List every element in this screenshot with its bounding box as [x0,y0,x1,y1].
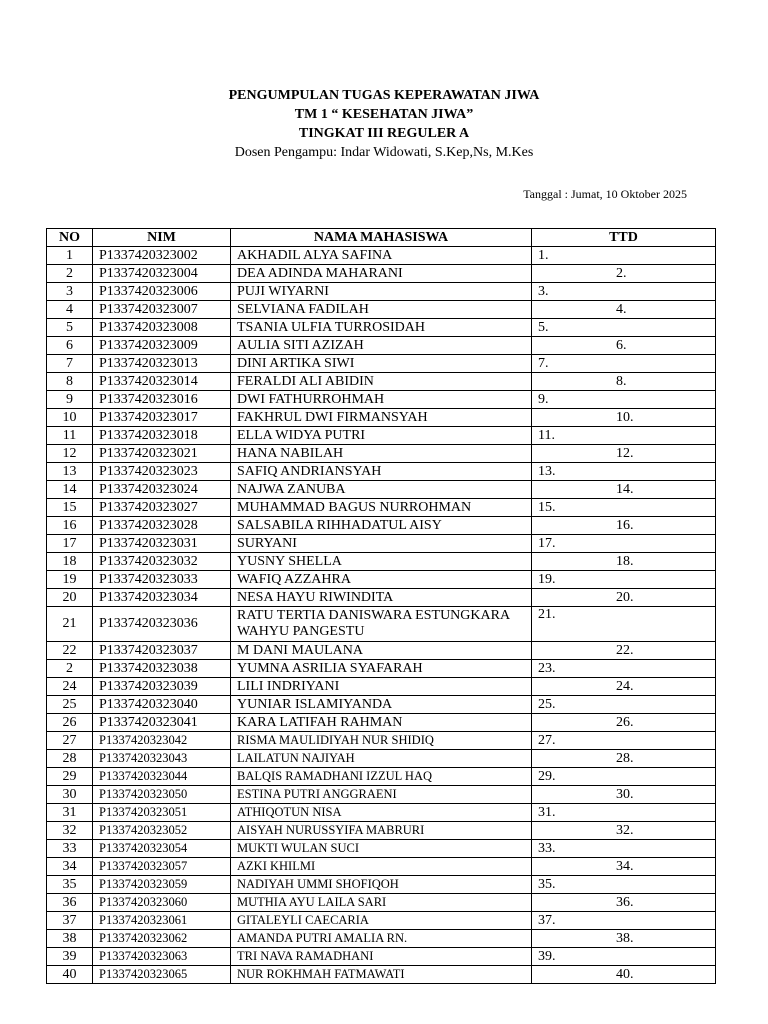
row-number: 30 [47,786,93,804]
row-student-name: YUSNY SHELLA [231,553,532,571]
row-number: 16 [47,517,93,535]
row-student-name: NADIYAH UMMI SHOFIQOH [231,876,532,894]
row-signature-cell[interactable]: 32. [532,822,716,840]
table-row [47,714,716,732]
row-number: 17 [47,535,93,553]
table-row [47,786,716,804]
row-number: 27 [47,732,93,750]
row-number: 35 [47,876,93,894]
row-signature-cell[interactable]: 37. [532,912,716,930]
table-row [47,696,716,714]
row-student-name: SELVIANA FADILAH [231,301,532,319]
row-number: 15 [47,499,93,517]
row-signature-cell[interactable]: 22. [532,642,716,660]
row-nim: P1337420323041 [93,714,231,732]
row-number: 39 [47,948,93,966]
row-student-name: RISMA MAULIDIYAH NUR SHIDIQ [231,732,532,750]
row-student-name: DWI FATHURROHMAH [231,391,532,409]
row-signature-cell[interactable]: 14. [532,481,716,499]
table-row [47,840,716,858]
row-number: 10 [47,409,93,427]
row-number: 1 [47,247,93,265]
row-number: 14 [47,481,93,499]
row-signature-cell[interactable]: 20. [532,589,716,607]
row-student-name: MUKTI WULAN SUCI [231,840,532,858]
row-student-name: AKHADIL ALYA SAFINA [231,247,532,265]
table-row [47,391,716,409]
row-nim: P1337420323034 [93,589,231,607]
row-student-name: GITALEYLI CAECARIA [231,912,532,930]
row-nim: P1337420323018 [93,427,231,445]
row-nim: P1337420323042 [93,732,231,750]
table-row [47,804,716,822]
row-number: 2 [47,660,93,678]
table-row [47,678,716,696]
row-nim: P1337420323023 [93,463,231,481]
row-number: 26 [47,714,93,732]
row-signature-cell[interactable]: 6. [532,337,716,355]
document-subtitle: TM 1 “ KESEHATAN JIWA” [294,107,474,122]
row-signature-cell[interactable]: 26. [532,714,716,732]
column-header-name: NAMA MAHASISWA [231,229,532,247]
row-number: 3 [47,283,93,301]
row-student-name: HANA NABILAH [231,445,532,463]
row-signature-cell[interactable]: 39. [532,948,716,966]
row-nim: P1337420323044 [93,768,231,786]
table-row [47,660,716,678]
row-number: 25 [47,696,93,714]
row-student-name: ATHIQOTUN NISA [231,804,532,822]
row-nim: P1337420323039 [93,678,231,696]
table-row [47,607,716,642]
row-number: 7 [47,355,93,373]
row-student-name: TRI NAVA RAMADHANI [231,948,532,966]
row-number: 40 [47,966,93,984]
row-nim: P1337420323036 [93,607,231,642]
row-student-name: KARA LATIFAH RAHMAN [231,714,532,732]
row-number: 36 [47,894,93,912]
row-number: 4 [47,301,93,319]
row-number: 20 [47,589,93,607]
date-line: Tanggal : Jumat, 10 Oktober 2025 [523,187,687,201]
row-student-name: MUTHIA AYU LAILA SARI [231,894,532,912]
row-nim: P1337420323031 [93,535,231,553]
row-number: 9 [47,391,93,409]
table-row [47,445,716,463]
row-nim: P1337420323028 [93,517,231,535]
row-number: 28 [47,750,93,768]
row-number: 19 [47,571,93,589]
table-row [47,876,716,894]
table-row [47,301,716,319]
row-student-name: NESA HAYU RIWINDITA [231,589,532,607]
row-signature-cell[interactable]: 34. [532,858,716,876]
row-signature-cell[interactable]: 35. [532,876,716,894]
table-header-row [47,229,716,247]
table-row [47,768,716,786]
row-nim: P1337420323061 [93,912,231,930]
row-signature-cell[interactable]: 25. [532,696,716,714]
row-signature-cell[interactable]: 29. [532,768,716,786]
row-student-name: AZKI KHILMI [231,858,532,876]
row-signature-cell[interactable]: 21. [532,607,716,642]
row-nim: P1337420323021 [93,445,231,463]
row-student-name: YUMNA ASRILIA SYAFARAH [231,660,532,678]
table-body [47,247,716,984]
row-number: 38 [47,930,93,948]
row-nim: P1337420323052 [93,822,231,840]
row-student-name: FERALDI ALI ABIDIN [231,373,532,391]
row-nim: P1337420323027 [93,499,231,517]
row-nim: P1337420323017 [93,409,231,427]
table-row [47,948,716,966]
row-number: 34 [47,858,93,876]
row-student-name: LILI INDRIYANI [231,678,532,696]
row-student-name: AULIA SITI AZIZAH [231,337,532,355]
row-nim: P1337420323060 [93,894,231,912]
table-row [47,265,716,283]
table-row [47,750,716,768]
class-level: TINGKAT III REGULER A [298,126,470,141]
table-row [47,966,716,984]
row-signature-cell[interactable]: 9. [532,391,716,409]
row-signature-cell[interactable]: 18. [532,553,716,571]
row-signature-cell[interactable]: 3. [532,283,716,301]
row-student-name: BALQIS RAMADHANI IZZUL HAQ [231,768,532,786]
attendance-table [46,228,716,984]
row-signature-cell[interactable]: 36. [532,894,716,912]
row-nim: P1337420323016 [93,391,231,409]
document-header [0,86,768,162]
row-signature-cell[interactable]: 4. [532,301,716,319]
table-row [47,481,716,499]
row-student-name: NAJWA ZANUBA [231,481,532,499]
row-student-name: MUHAMMAD BAGUS NURROHMAN [231,499,532,517]
row-signature-cell[interactable]: 30. [532,786,716,804]
table-row [47,642,716,660]
row-signature-cell[interactable]: 28. [532,750,716,768]
row-signature-cell[interactable]: 17. [532,535,716,553]
table-row [47,247,716,265]
table-row [47,858,716,876]
row-number: 13 [47,463,93,481]
row-nim: P1337420323014 [93,373,231,391]
row-student-name: SURYANI [231,535,532,553]
row-student-name: DEA ADINDA MAHARANI [231,265,532,283]
row-nim: P1337420323065 [93,966,231,984]
row-nim: P1337420323009 [93,337,231,355]
row-signature-cell[interactable]: 15. [532,499,716,517]
row-number: 29 [47,768,93,786]
row-nim: P1337420323013 [93,355,231,373]
row-student-name: NUR ROKHMAH FATMAWATI [231,966,532,984]
row-number: 11 [47,427,93,445]
row-nim: P1337420323063 [93,948,231,966]
table-row [47,930,716,948]
row-number: 24 [47,678,93,696]
row-signature-cell[interactable]: 38. [532,930,716,948]
table-row [47,337,716,355]
row-signature-cell[interactable]: 12. [532,445,716,463]
row-nim: P1337420323038 [93,660,231,678]
row-signature-cell[interactable]: 2. [532,265,716,283]
row-signature-cell[interactable]: 7. [532,355,716,373]
row-student-name: RATU TERTIA DANISWARA ESTUNGKARA WAHYU PANGESTU [231,607,532,642]
table-row [47,912,716,930]
column-header-ttd: TTD [532,229,716,247]
row-nim: P1337420323050 [93,786,231,804]
table-row [47,571,716,589]
table-row [47,463,716,481]
row-nim: P1337420323054 [93,840,231,858]
table-row [47,535,716,553]
row-nim: P1337420323037 [93,642,231,660]
row-nim: P1337420323008 [93,319,231,337]
row-number: 12 [47,445,93,463]
table-row [47,822,716,840]
row-nim: P1337420323007 [93,301,231,319]
row-student-name: WAFIQ AZZAHRA [231,571,532,589]
row-signature-cell[interactable]: 33. [532,840,716,858]
column-header-no: NO [47,229,93,247]
row-nim: P1337420323024 [93,481,231,499]
row-nim: P1337420323004 [93,265,231,283]
row-student-name: ESTINA PUTRI ANGGRAENI [231,786,532,804]
row-student-name: SAFIQ ANDRIANSYAH [231,463,532,481]
table-row [47,283,716,301]
row-nim: P1337420323057 [93,858,231,876]
row-student-name: AISYAH NURUSSYIFA MABRURI [231,822,532,840]
table-row [47,409,716,427]
row-number: 2 [47,265,93,283]
row-signature-cell[interactable]: 31. [532,804,716,822]
row-nim: P1337420323032 [93,553,231,571]
lecturer-line: Dosen Pengampu: Indar Widowati, S.Kep,Ns, M.Kes [234,145,534,160]
row-signature-cell[interactable]: 19. [532,571,716,589]
table-row [47,553,716,571]
row-student-name: M DANI MAULANA [231,642,532,660]
row-signature-cell[interactable]: 24. [532,678,716,696]
row-number: 18 [47,553,93,571]
row-signature-cell[interactable]: 27. [532,732,716,750]
table-row [47,732,716,750]
row-student-name: TSANIA ULFIA TURROSIDAH [231,319,532,337]
table-row [47,373,716,391]
table-row [47,517,716,535]
row-nim: P1337420323033 [93,571,231,589]
row-signature-cell[interactable]: 1. [532,247,716,265]
row-nim: P1337420323002 [93,247,231,265]
row-student-name: AMANDA PUTRI AMALIA RN. [231,930,532,948]
row-number: 37 [47,912,93,930]
row-signature-cell[interactable]: 11. [532,427,716,445]
row-number: 6 [47,337,93,355]
row-student-name: FAKHRUL DWI FIRMANSYAH [231,409,532,427]
row-nim: P1337420323051 [93,804,231,822]
row-signature-cell[interactable]: 40. [532,966,716,984]
row-number: 32 [47,822,93,840]
row-number: 21 [47,607,93,642]
row-signature-cell[interactable]: 8. [532,373,716,391]
table-row [47,427,716,445]
row-nim: P1337420323006 [93,283,231,301]
row-student-name: PUJI WIYARNI [231,283,532,301]
row-student-name: LAILATUN NAJIYAH [231,750,532,768]
column-header-nim: NIM [93,229,231,247]
row-student-name: DINI ARTIKA SIWI [231,355,532,373]
row-student-name: YUNIAR ISLAMIYANDA [231,696,532,714]
row-signature-cell[interactable]: 10. [532,409,716,427]
row-nim: P1337420323043 [93,750,231,768]
table-row [47,894,716,912]
row-nim: P1337420323040 [93,696,231,714]
table-row [47,355,716,373]
table-row [47,499,716,517]
row-nim: P1337420323059 [93,876,231,894]
row-number: 33 [47,840,93,858]
row-number: 31 [47,804,93,822]
row-nim: P1337420323062 [93,930,231,948]
row-signature-cell[interactable]: 16. [532,517,716,535]
table-row [47,589,716,607]
row-number: 8 [47,373,93,391]
row-signature-cell[interactable]: 13. [532,463,716,481]
row-student-name: SALSABILA RIHHADATUL AISY [231,517,532,535]
row-number: 22 [47,642,93,660]
document-title: PENGUMPULAN TUGAS KEPERAWATAN JIWA [228,88,540,103]
row-number: 5 [47,319,93,337]
row-student-name: ELLA WIDYA PUTRI [231,427,532,445]
row-signature-cell[interactable]: 5. [532,319,716,337]
table-row [47,319,716,337]
row-signature-cell[interactable]: 23. [532,660,716,678]
